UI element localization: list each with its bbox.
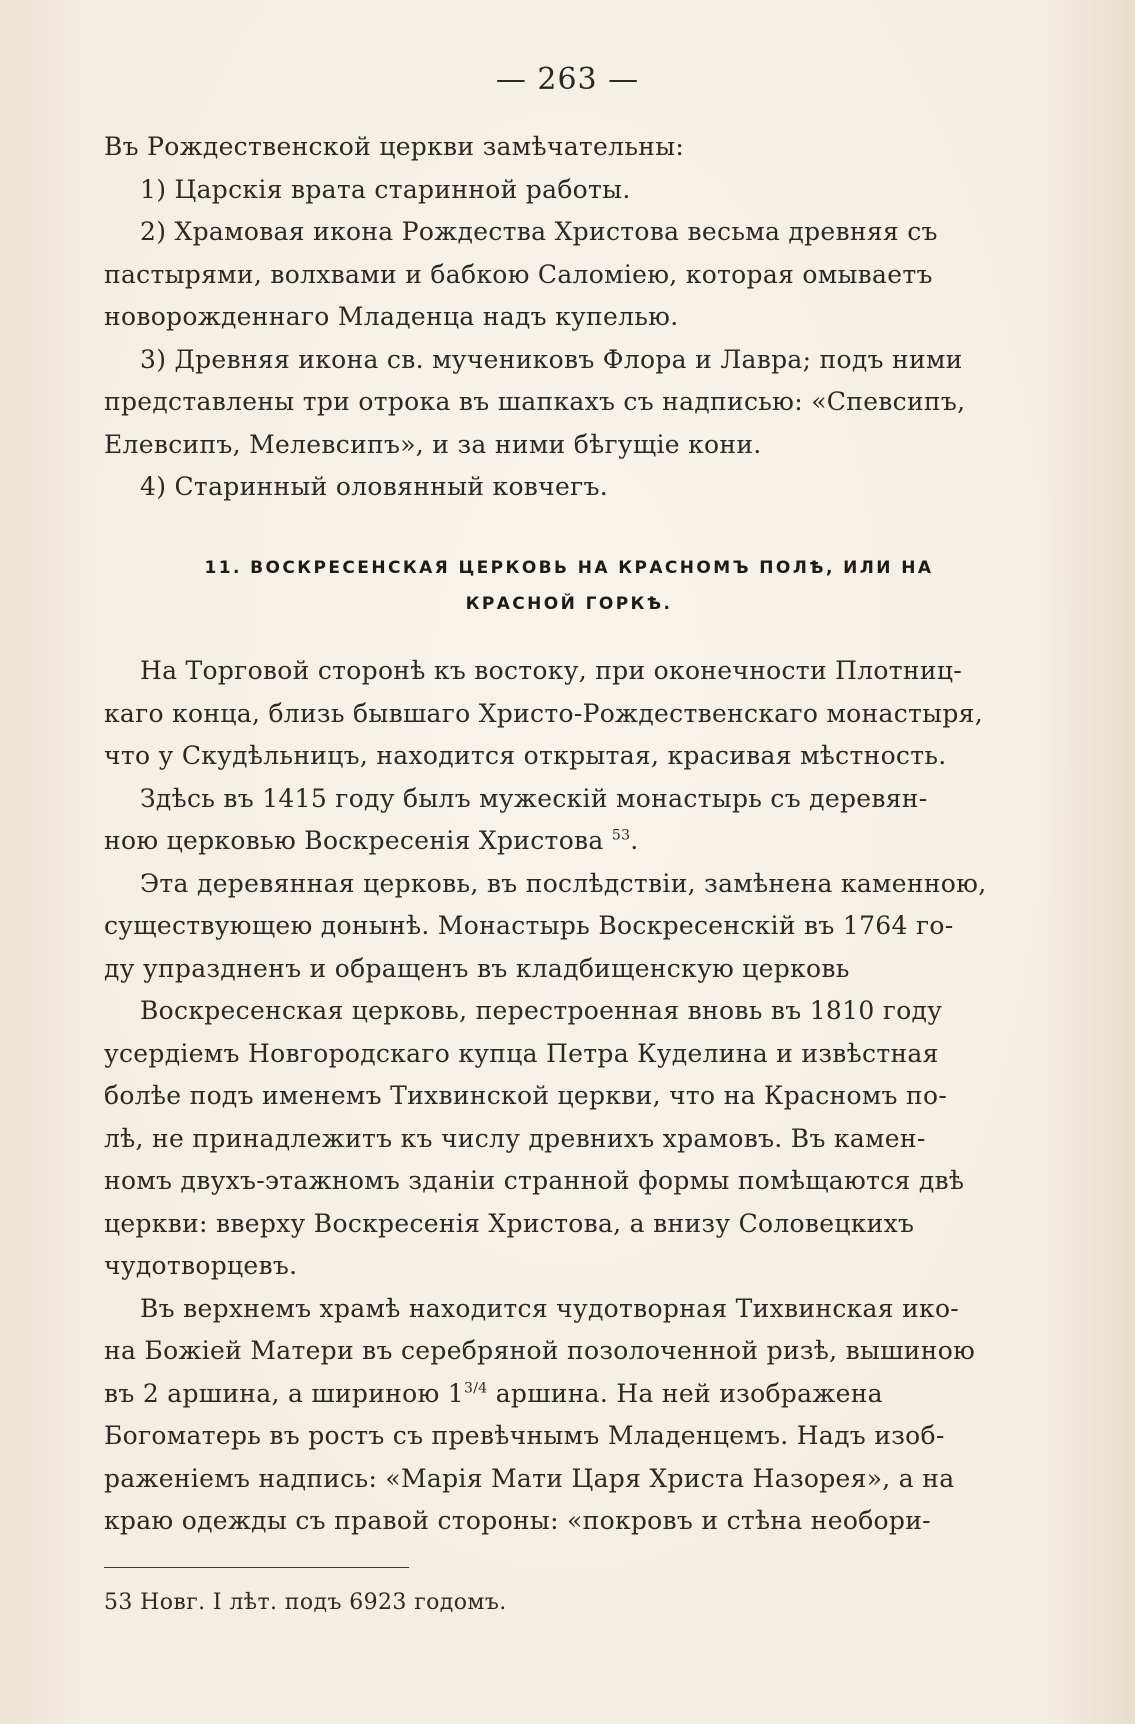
text-line: что у Скудѣльницъ, находится открытая, красивая мѣстность.	[104, 741, 947, 770]
text-line: номъ двухъ-этажномъ зданіи странной формы помѣщаются двѣ	[104, 1166, 965, 1195]
section-rozhdestvenskaya-text	[104, 126, 1034, 509]
text-line: Въ верхнемъ храмѣ находится чудотворная Тихвинская ико-	[140, 1293, 960, 1323]
text-line	[104, 1373, 1034, 1416]
text-line: усердіемъ Новгородскаго купца Петра Куделина и извѣстная	[104, 1038, 939, 1068]
text-line: ною церковью Воскресенія Христова $^{53}$.	[104, 826, 639, 855]
text-line: Воскресенская церковь, перестроенная вновь въ 1810 году	[140, 996, 943, 1025]
text-line: церкви: вверху Воскресенія Христова, а внизу Соловецкихъ	[104, 1208, 915, 1238]
text-line: Въ Рождественской церкви замѣчательны:	[104, 132, 685, 161]
footnote: 53 Новг. I лѣт. подъ 6923 годомъ.	[104, 1590, 507, 1615]
text-line: Богоматерь въ ростъ съ превѣчнымъ Младенцемъ. Надъ изоб-	[104, 1421, 945, 1450]
text-line-body: аршина. На ней изображена	[495, 1378, 883, 1408]
section-heading-line: 11. ВОСКРЕСЕНСКАЯ ЦЕРКОВЬ НА КРАСНОМЪ ПОЛѢ, ИЛИ НА	[204, 558, 934, 578]
text-line: чудотворцевъ.	[104, 1251, 298, 1280]
text-line: На Торговой сторонѣ къ востоку, при оконечности Плотниц-	[140, 656, 962, 685]
text-line: каго конца, близь бывшаго Христо-Рождественскаго монастыря,	[104, 698, 983, 728]
text-line: 1) Царскія врата старинной работы.	[140, 174, 631, 204]
fraction: 3/4	[464, 1380, 488, 1397]
text-line: пастырями, волхвами и бабкою Саломіею, которая омываетъ	[104, 259, 933, 289]
text-line: существующею донынѣ. Монастырь Воскресенскій въ 1764 го-	[104, 911, 954, 940]
text-line-body: ною церковью Воскресенія Христова	[104, 826, 604, 855]
text-line: 3) Древняя икона св. мучениковъ Флора и Лавра; подъ ними	[140, 344, 963, 374]
text-line: Эта деревянная церковь, въ послѣдствіи, замѣнена каменною,	[140, 868, 987, 898]
text-line: краю одежды съ правой стороны: «покровъ и стѣна необори-	[104, 1506, 931, 1535]
text-line: представлены три отрока въ шапкахъ съ надписью: «Спевсипъ,	[104, 387, 966, 416]
section-heading	[104, 550, 1034, 622]
text-line: лѣ, не принадлежитъ къ числу древнихъ храмовъ. Въ камен-	[104, 1123, 926, 1153]
text-line: на Божіей Матери въ серебряной позолоченной ризѣ, вышиною	[104, 1336, 976, 1365]
section-heading-line: КРАСНОЙ ГОРКѢ.	[465, 594, 673, 614]
footnote-divider	[104, 1567, 409, 1568]
text-line: болѣе подъ именемъ Тихвинской церкви, что на Красномъ по-	[104, 1081, 948, 1110]
text-line: 2) Храмовая икона Рождества Христова весьма древняя съ	[140, 217, 938, 246]
text-line: Здѣсь въ 1415 году былъ мужескій монастырь съ деревян-	[140, 783, 928, 813]
text-line: ду упраздненъ и обращенъ въ кладбищенскую церковь	[104, 953, 850, 983]
text-line: 4) Старинный оловянный ковчегъ.	[140, 472, 608, 501]
text-line: раженіемъ надпись: «Марія Мати Царя Христа Назорея», а на	[104, 1463, 955, 1493]
text-line: новорожденнаго Младенца надъ купелью.	[104, 302, 679, 331]
page-number: — 263 —	[495, 62, 640, 97]
text-line: Елевсипъ, Мелевсипъ», и за ними бѣгущіе кони.	[104, 429, 762, 459]
text-line-body: въ 2 аршина, а шириною 1	[104, 1378, 465, 1408]
footnote-reference: 53	[611, 827, 631, 844]
section-voskresenskaya-text	[104, 650, 1034, 1543]
